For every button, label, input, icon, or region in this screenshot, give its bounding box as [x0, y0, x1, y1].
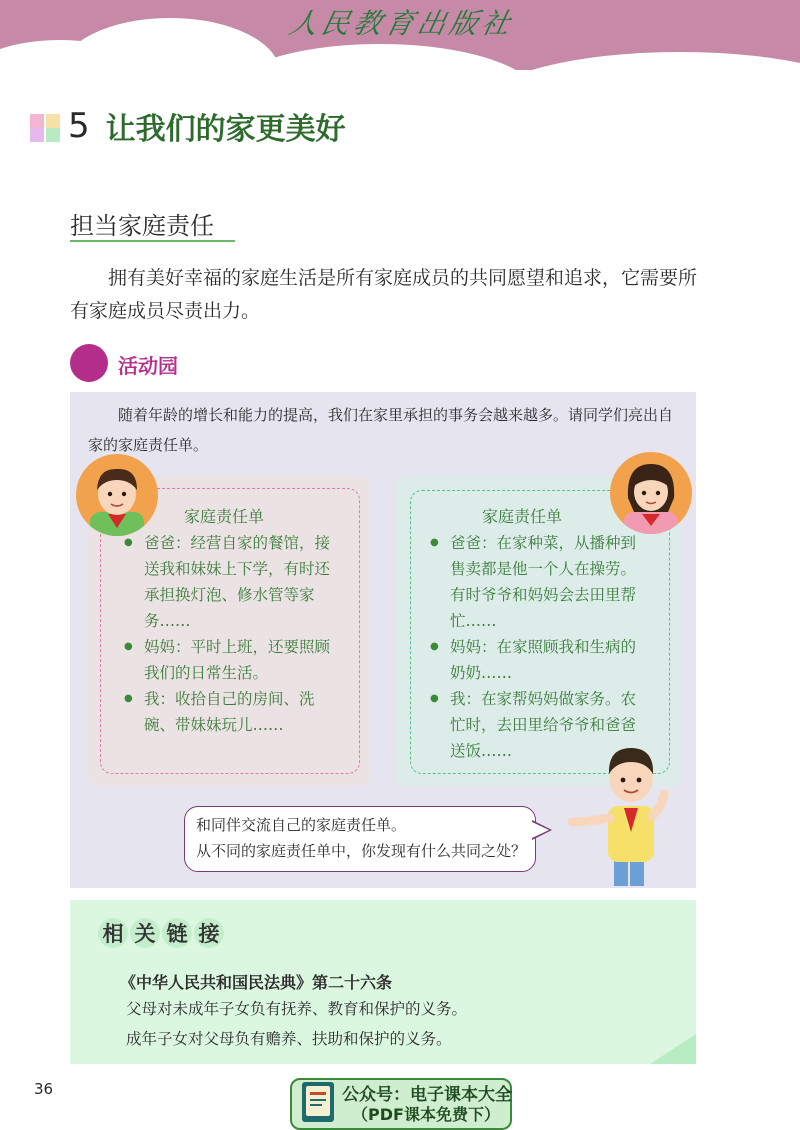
- section-intro: 拥有美好幸福的家庭生活是所有家庭成员的共同愿望和追求，它需要所有家庭成员尽责出力。: [70, 267, 698, 322]
- panel-page-curl: [650, 1034, 696, 1064]
- title-char: 接: [194, 918, 224, 948]
- card-title: 家庭责任单: [482, 507, 563, 526]
- list-item: ● 我：收拾自己的房间、洗碗、带妹妹玩儿……: [122, 686, 344, 738]
- lesson-title: 让我们的家更美好: [105, 112, 346, 147]
- related-links-title: [98, 918, 226, 948]
- title-char: 相: [98, 918, 128, 948]
- card-list-right: [428, 530, 650, 764]
- lesson-number: 5: [68, 106, 90, 146]
- law-line: 父母对未成年子女负有抚养、教育和保护的义务。: [126, 1000, 468, 1018]
- activity-label: 活动园: [118, 354, 178, 378]
- publisher-logo: 人民教育出版社: [286, 7, 518, 40]
- card-list-left: [122, 530, 344, 738]
- list-item: ● 妈妈：平时上班，还要照顾我们的日常生活。: [122, 634, 344, 686]
- law-citation-heading: 《中华人民共和国民法典》第二十六条: [120, 973, 393, 992]
- list-item: ● 妈妈：在家照顾我和生病的奶奶……: [428, 634, 650, 686]
- lesson-heading: [28, 104, 346, 148]
- list-item: ● 爸爸：在家种菜，从播种到售卖都是他一个人在操劳。有时爷爷和妈妈会去田里帮忙……: [428, 530, 650, 634]
- title-char: 关: [130, 918, 160, 948]
- watermark-line: （PDF课本免费下）: [352, 1105, 500, 1124]
- list-item: ● 我：在家帮妈妈做家务。农忙时，去田里给爷爷和爸爸送饭……: [428, 686, 650, 764]
- girl-avatar: [610, 452, 692, 534]
- activity-circle-icon: [70, 344, 108, 382]
- boy-avatar: [76, 454, 158, 536]
- section-underline: [70, 240, 235, 242]
- book-icon: [302, 1082, 334, 1122]
- watermark-line: 公众号：电子课本大全: [342, 1085, 512, 1105]
- bubble-line: 和同伴交流自己的家庭责任单。: [196, 816, 407, 834]
- speech-bubble-text: [196, 812, 536, 864]
- card-title: 家庭责任单: [184, 507, 265, 526]
- list-item: ● 爸爸：经营自家的餐馆，接送我和妹妹上下学，有时还承担换灯泡、修水管等家务……: [122, 530, 344, 634]
- law-text: [126, 994, 467, 1054]
- title-char: 链: [162, 918, 192, 948]
- page-number: 36: [34, 1080, 54, 1098]
- law-line: 成年子女对父母负有赡养、扶助和保护的义务。: [126, 1030, 452, 1048]
- bubble-line: 从不同的家庭责任单中，你发现有什么共同之处？: [196, 842, 527, 860]
- activity-text: 随着年龄的增长和能力的提高，我们在家里承担的事务会越来越多。请同学们亮出自家的家庭责任单。: [88, 406, 674, 454]
- section-title: 担当家庭责任: [70, 212, 214, 240]
- boy-illustration: [566, 736, 686, 886]
